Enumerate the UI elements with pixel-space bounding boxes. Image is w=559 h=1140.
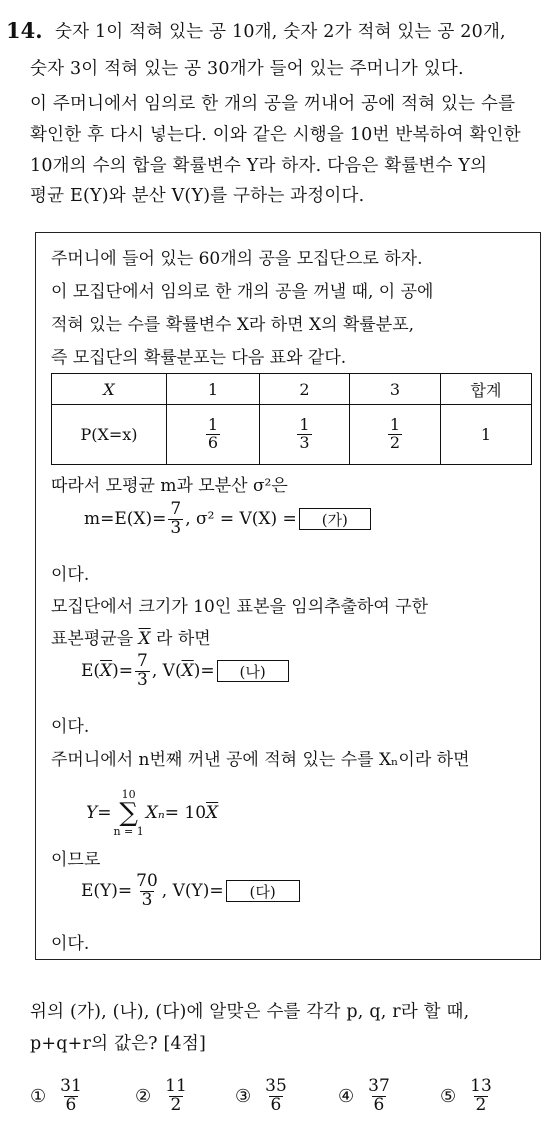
sum-equation (86, 777, 218, 849)
fraction (135, 653, 150, 690)
fraction (134, 873, 160, 910)
intro-line: 숫자 3이 적혀 있는 공 30개가 들어 있는 주머니가 있다. (30, 59, 464, 79)
equation-text: Y= (86, 803, 112, 823)
blank-na: (나) (217, 660, 289, 682)
intro-line: 숫자 1이 적혀 있는 공 10개, 숫자 2가 적혀 있는 공 20개, (55, 22, 506, 42)
denominator: 2 (475, 1094, 487, 1115)
table-header-cell: 1 (167, 374, 260, 405)
equation-text: Xₙ (145, 803, 165, 823)
table-header-cell: 합계 (441, 374, 532, 405)
equation-text: )= (112, 661, 134, 682)
denominator: 6 (270, 1094, 282, 1115)
choice-mark: ③ (235, 1085, 252, 1107)
numerator: 13 (470, 1076, 492, 1096)
fraction (468, 1078, 494, 1115)
xbar-symbol: $\overline{X}$ (206, 803, 219, 823)
choice-mark: ① (30, 1085, 47, 1107)
choice-4[interactable] (338, 1078, 394, 1115)
numerator: 1 (299, 415, 310, 435)
table-header-cell: 3 (350, 374, 441, 405)
sigma-symbol: ∑ (119, 798, 138, 828)
table-header-row (52, 374, 532, 405)
text: 라 하면 (156, 629, 211, 649)
fraction (366, 1078, 392, 1115)
intro-line: 10개의 수의 합을 확률변수 Y라 하자. 다음은 확률변수 Y의 (30, 156, 488, 176)
equation-text: m=E(X)= (84, 509, 167, 530)
blank-da: (다) (226, 880, 300, 902)
numerator: 11 (165, 1076, 187, 1096)
choice-3[interactable] (235, 1078, 291, 1115)
box-line: 따라서 모평균 m과 모분산 σ²은 (51, 476, 288, 496)
numerator: 35 (265, 1076, 287, 1096)
box-line: 적혀 있는 수를 확률변수 X라 하면 X의 확률분포, (51, 315, 415, 335)
equation-sample-mean (81, 653, 289, 690)
intro-line: 확인한 후 다시 넣는다. 이와 같은 시행을 10번 반복하여 확인한 (30, 125, 521, 145)
numerator: 7 (170, 499, 182, 519)
box-line: 이므로 (51, 850, 101, 870)
choice-mark: ⑤ (440, 1085, 457, 1107)
fraction (206, 417, 220, 452)
intro-line: 평균 E(Y)와 분산 V(Y)를 구하는 과정이다. (30, 186, 365, 206)
denominator: 3 (170, 517, 182, 538)
sum-lower: n = 1 (113, 825, 144, 838)
fraction (163, 1078, 189, 1115)
denominator: 3 (137, 669, 148, 690)
numerator: 7 (137, 651, 148, 671)
xbar-symbol: $\overline{X}$ (181, 661, 194, 682)
denominator: 2 (170, 1094, 182, 1115)
denominator: 6 (207, 433, 219, 452)
answer-choices (30, 1078, 550, 1128)
table-row (52, 405, 532, 465)
fraction (168, 501, 183, 538)
numerator: 1 (207, 415, 219, 435)
box-line: 주머니에서 n번째 꺼낸 공에 적혀 있는 수를 Xₙ이라 하면 (51, 750, 470, 770)
box-line: 이다. (51, 934, 90, 954)
table-cell: 1 (441, 405, 532, 465)
denominator: 3 (299, 433, 310, 452)
denominator: 6 (373, 1094, 385, 1115)
table-cell (260, 405, 350, 465)
equation-y (81, 873, 300, 910)
probability-table (51, 373, 532, 465)
choice-2[interactable] (135, 1078, 191, 1115)
text: 표본평균을 (51, 629, 134, 649)
fraction (263, 1078, 289, 1115)
equation-text: )= (193, 661, 215, 682)
table-header-cell: X (52, 374, 167, 405)
denominator: 3 (141, 889, 153, 910)
table-cell (350, 405, 441, 465)
summation (113, 789, 143, 837)
equation-mean-variance (84, 501, 371, 538)
solution-box (35, 232, 541, 960)
numerator: 70 (136, 871, 158, 891)
table-row-label: P(X=x) (52, 405, 167, 465)
equation-text: E( (81, 661, 101, 682)
choice-mark: ② (135, 1085, 152, 1107)
equation-text: , V( (151, 661, 182, 682)
numerator: 31 (60, 1076, 82, 1096)
denominator: 6 (65, 1094, 77, 1115)
box-line: 모집단에서 크기가 10인 표본을 임의추출하여 구한 (51, 597, 429, 617)
blank-ga: (가) (299, 508, 371, 530)
fraction (388, 417, 402, 452)
question-number: 14. (6, 18, 43, 43)
fraction (58, 1078, 84, 1115)
equation-text: , σ² = V(X) = (185, 509, 297, 530)
choice-5[interactable] (440, 1078, 496, 1115)
numerator: 37 (368, 1076, 390, 1096)
equation-text: = 10 (164, 803, 207, 823)
box-line: 이다. (51, 565, 90, 585)
equation-text: , V(Y)= (161, 881, 224, 902)
sum-upper: 10 (121, 788, 136, 801)
box-line (51, 624, 211, 649)
prompt-line: p+q+r의 값은? [4점] (30, 1034, 207, 1054)
box-line: 즉 모집단의 확률분포는 다음 표와 같다. (51, 348, 347, 368)
intro-line: 이 주머니에서 임의로 한 개의 공을 꺼내어 공에 적혀 있는 수를 (30, 94, 516, 114)
denominator: 2 (389, 433, 401, 452)
table-cell (167, 405, 260, 465)
choice-1[interactable] (30, 1078, 86, 1115)
numerator: 1 (389, 415, 401, 435)
choice-mark: ④ (338, 1085, 355, 1107)
prompt-line: 위의 (가), (나), (다)에 알맞은 수를 각각 p, q, r라 할 때, (30, 1002, 470, 1022)
xbar-symbol: $\overline{X}$ (138, 629, 151, 649)
box-line: 주머니에 들어 있는 60개의 공을 모집단으로 하자. (51, 249, 423, 269)
box-line: 이다. (51, 717, 90, 737)
equation-text: E(Y)= (81, 881, 133, 902)
fraction (297, 417, 311, 452)
box-line: 이 모집단에서 임의로 한 개의 공을 꺼낼 때, 이 공에 (51, 282, 434, 302)
table-header-cell: 2 (260, 374, 350, 405)
xbar-symbol: $\overline{X}$ (100, 661, 113, 682)
